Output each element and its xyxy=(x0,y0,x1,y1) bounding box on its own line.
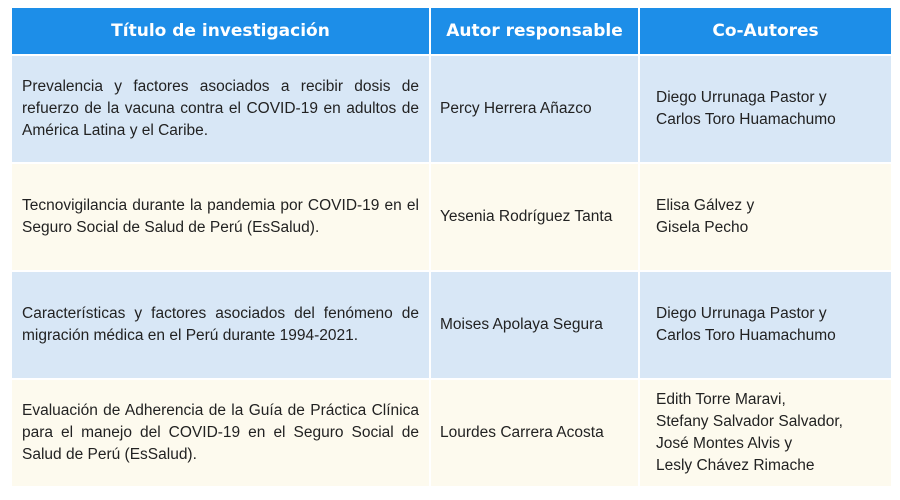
research-title: Características y factores asociados del fenómeno de migración médica en el Perú durante 1994-2021. xyxy=(12,272,429,378)
table-row xyxy=(12,56,891,162)
responsible-author: Lourdes Carrera Acosta xyxy=(431,380,638,486)
coauthor: Lesly Chávez Rimache xyxy=(656,457,815,474)
coauthor: Elisa Gálvez y xyxy=(656,197,755,214)
header-author: Autor responsable xyxy=(431,8,638,54)
research-title: Tecnovigilancia durante la pandemia por COVID-19 en el Seguro Social de Salud de Perú (EsSalud). xyxy=(12,164,429,270)
header-title: Título de investigación xyxy=(12,8,429,54)
responsible-author: Percy Herrera Añazco xyxy=(431,56,638,162)
coauthor: Stefany Salvador Salvador, xyxy=(656,413,843,430)
table-row xyxy=(12,164,891,270)
header-coauthors: Co-Autores xyxy=(640,8,891,54)
coauthor: Carlos Toro Huamachumo xyxy=(656,111,836,128)
coauthor: Diego Urrunaga Pastor y xyxy=(656,305,827,322)
coauthors xyxy=(640,272,891,378)
responsible-author: Moises Apolaya Segura xyxy=(431,272,638,378)
table-row xyxy=(12,272,891,378)
research-table-container xyxy=(10,6,891,490)
coauthors xyxy=(640,164,891,270)
responsible-author: Yesenia Rodríguez Tanta xyxy=(431,164,638,270)
coauthor: José Montes Alvis y xyxy=(656,435,793,452)
header-row xyxy=(12,8,891,54)
research-title: Prevalencia y factores asociados a recibir dosis de refuerzo de la vacuna contra el COVID-19 en adultos de América Latina y el Caribe. xyxy=(12,56,429,162)
coauthor: Gisela Pecho xyxy=(656,219,749,236)
table-row xyxy=(12,380,891,486)
coauthor: Carlos Toro Huamachumo xyxy=(656,327,836,344)
coauthors xyxy=(640,56,891,162)
research-title: Evaluación de Adherencia de la Guía de Práctica Clínica para el manejo del COVID-19 en el Seguro Social de Salud de Perú (EsSalud). xyxy=(12,380,429,486)
coauthor: Diego Urrunaga Pastor y xyxy=(656,89,827,106)
research-table xyxy=(10,6,893,488)
coauthor: Edith Torre Maravi, xyxy=(656,391,786,408)
coauthors xyxy=(640,380,891,486)
